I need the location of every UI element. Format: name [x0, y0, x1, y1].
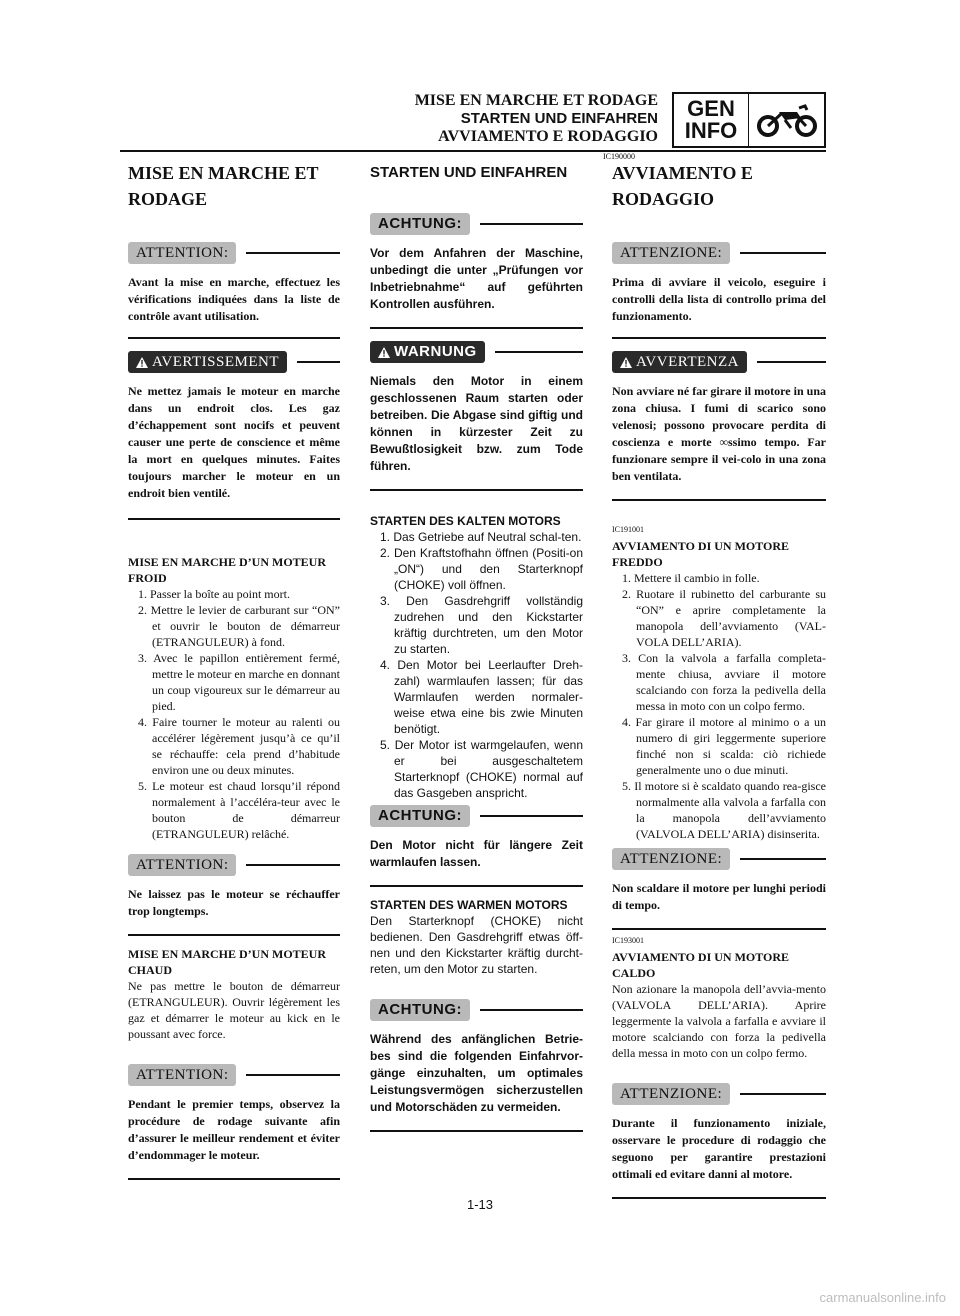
page-number: 1-13 — [466, 1197, 494, 1212]
motorcycle-icon — [748, 94, 824, 146]
attention-label: ACHTUNG: — [370, 213, 470, 235]
attention-label: ATTENZIONE: — [612, 242, 730, 264]
badge-line-2: INFO — [684, 118, 738, 143]
attention-heading — [612, 1083, 826, 1105]
section-title: STARTEN UND EINFAHREN — [370, 164, 568, 181]
warm-start-text: Ne pas mettre le bouton de démarreur (ETRANGULEUR). Ouvrir légèrement les gaz et démarrer le moteur au kick en le poussant avec force. — [128, 979, 340, 1041]
attention-heading — [612, 848, 826, 870]
attention-text: Prima di avviare il veicolo, eseguire i controlli della lista di controllo prima del funzionamento. — [612, 275, 826, 323]
page-header — [415, 92, 658, 146]
divider — [612, 928, 826, 930]
cold-start-title: STARTEN DES KALTEN MOTORS — [370, 514, 561, 528]
warning-heading — [370, 341, 583, 363]
attention-label: ATTENTION: — [128, 242, 236, 264]
attention-label: ATTENZIONE: — [612, 848, 730, 870]
cold-start-title: AVVIAMENTO DI UN MOTORE FREDDO — [612, 539, 790, 569]
list-item: 1. Das Getriebe auf Neutral schal-ten. — [380, 530, 582, 544]
attention-label: ATTENTION: — [128, 854, 236, 876]
divider — [370, 885, 583, 887]
attention-heading — [128, 242, 340, 264]
divider — [370, 1130, 583, 1132]
cold-start-steps — [128, 586, 340, 842]
list-item: 2. Ruotare il rubinetto del carburante su “ON” e aprire completamente la manopola dell’avviamento (VAL-VOLA DELL’ARIA). — [622, 587, 826, 649]
cold-start-steps — [370, 529, 583, 801]
header-title-de: STARTEN UND EINFAHREN — [460, 110, 658, 127]
list-item: 2. Den Kraftstofhahn öffnen (Positi-on „ON“) und den Starterknopf (CHOKE) voll öffnen. — [380, 546, 583, 592]
attention-label: ACHTUNG: — [370, 999, 470, 1021]
warning-triangle-icon — [378, 347, 390, 358]
list-item: 5. Le moteur est chaud lorsqu’il répond normalement à l’accéléra-teur avec le bouton de démarreur (ETRANGULEUR) relâché. — [138, 779, 340, 841]
attention-text: Non scaldare il motore per lunghi periodi di tempo. — [612, 881, 826, 912]
attention-text: Pendant le premier temps, observez la procédure de rodage suivante afin d’assurer le meilleur rendement et éviter d’endommager le moteur. — [128, 1097, 340, 1162]
ic-code: IC190000 — [603, 152, 635, 161]
warning-label: AVERTISSEMENT — [128, 351, 287, 373]
warm-start-title: AVVIAMENTO DI UN MOTORE CALDO — [612, 950, 790, 980]
divider — [612, 499, 826, 501]
watermark: carmanualsonline.info — [819, 1290, 946, 1305]
list-item: 1. Passer la boîte au point mort. — [138, 587, 290, 601]
warning-label: WARNUNG — [370, 341, 485, 363]
badge-text — [674, 94, 748, 146]
list-item: 3. Avec le papillon entièrement fermé, mettre le moteur en marche en donnant un coup vigoureux sur le démarreur au pied. — [138, 651, 340, 713]
divider — [612, 337, 826, 339]
divider — [128, 337, 340, 339]
header-title-fr: MISE EN MARCHE ET RODAGE — [414, 92, 658, 109]
warning-heading — [128, 351, 340, 373]
warm-start-title: STARTEN DES WARMEN MOTORS — [370, 898, 568, 912]
divider — [128, 518, 340, 520]
warning-text: Niemals den Motor in einem geschlossenen Raum starten oder betreiben. Die Abgase sind giftig und können in kürzester Zeit zu Bewußtlosigkeit bzw. zum Tode führen. — [370, 374, 583, 473]
header-title-it: AVVIAMENTO E RODAGGIO — [438, 128, 658, 145]
column-german — [370, 160, 583, 1132]
warning-text: Ne mettez jamais le moteur en marche dans un endroit clos. Les gaz d’échappement sont nocifs et peuvent causer une perte de conscience et même la mort en quelques minutes. Faites toujours marcher le moteur en un endroit bien ventilé. — [128, 384, 340, 500]
attention-text: Ne laissez pas le moteur se réchauffer trop longtemps. — [128, 887, 340, 918]
header-rule — [120, 150, 826, 152]
attention-heading — [370, 213, 583, 235]
warning-text: Non avviare né far girare il motore in una zona chiusa. I fumi di scarico sono velenosi; possono provocare perdita di coscienza e morte ∞ssimo tempo. Far funzionare sempre il vei-colo in una zona ben ventilata. — [612, 384, 826, 483]
attention-label: ATTENZIONE: — [612, 1083, 730, 1105]
divider — [128, 934, 340, 936]
attention-text: Avant la mise en marche, effectuez les vérifications indiquées dans la liste de contrôle avant utilisation. — [128, 275, 340, 323]
warning-heading — [612, 351, 826, 373]
list-item: 4. Den Motor bei Leerlaufter Dreh-zahl) warmlaufen lassen; für das Warmlaufen werden normaler-weise etwa eine bis zwie Minuten benötigt. — [380, 658, 583, 736]
list-item: 4. Faire tourner le moteur au ralenti ou accélérer légèrement jusqu’à ce qu’il se réchauffe: cela prend d’habitude environ une ou deux minutes. — [138, 715, 340, 777]
attention-label: ACHTUNG: — [370, 805, 470, 827]
divider — [128, 1178, 340, 1180]
attention-text: Durante il funzionamento iniziale, osservare le procedure di rodaggio che seguono per garantire prestazioni ottimali ed evitare danni al motore. — [612, 1116, 826, 1181]
list-item: 5. Der Motor ist warmgelaufen, wenn er bei ausgeschaltetem Starterknopf (CHOKE) normal auf das Gasgeben anspricht. — [380, 738, 583, 800]
attention-heading — [370, 999, 583, 1021]
warm-start-text: Non azionare la manopola dell’avvia-mento (VALVOLA DELL’ARIA). Aprire leggermente la valvola a farfalla e avviare il motore scalciando con forza la pedivella della messa in moto con un colpo fermo. — [612, 982, 826, 1060]
attention-text: Den Motor nicht für längere Zeit warmlaufen lassen. — [370, 838, 583, 869]
cold-start-steps — [612, 570, 826, 842]
section-title: MISE EN MARCHE ET RODAGE — [128, 163, 319, 209]
ic-code: IC193001 — [612, 936, 644, 945]
warning-triangle-icon — [136, 357, 148, 368]
list-item: 5. Il motore si è scaldato quando rea-gisce normalmente alla valvola a farfalla con la manopola dell’avviamento (VALVOLA DELL’ARIA) disinserita. — [622, 779, 826, 841]
section-badge — [672, 92, 826, 148]
list-item: 2. Mettre le levier de carburant sur “ON” et ouvrir le bouton de démarreur (ETRANGULEUR) à fond. — [138, 603, 340, 649]
attention-heading — [612, 242, 826, 264]
divider — [370, 327, 583, 329]
list-item: 4. Far girare il motore al minimo o a un numero di giri leggermente superiore finché non si scalda: ciò richiede generalmente uno o due minuti. — [622, 715, 826, 777]
attention-text: Während des anfänglichen Betrie-bes sind die folgenden Einfahrvor-gänge einzuhalten, um optimales Leistungsvermögen sicherzustellen und Motorschäden zu vermeiden. — [370, 1032, 583, 1114]
warning-triangle-icon — [620, 357, 632, 368]
badge-line-1: GEN — [687, 96, 735, 121]
warning-label: AVVERTENZA — [612, 351, 747, 373]
divider — [370, 489, 583, 491]
warm-start-text: Den Starterknopf (CHOKE) nicht bedienen. Den Gasdrehgriff etwas öff-nen und den Kickstarter kräftig durcht-reten, um den Motor zu starten. — [370, 914, 583, 976]
cold-start-title: MISE EN MARCHE D’UN MOTEUR FROID — [128, 555, 326, 585]
ic-code: IC191001 — [612, 525, 644, 534]
column-italian — [612, 160, 826, 1199]
attention-heading — [370, 805, 583, 827]
section-title: AVVIAMENTO E RODAGGIO — [612, 163, 753, 209]
attention-heading — [128, 854, 340, 876]
attention-label: ATTENTION: — [128, 1064, 236, 1086]
list-item: 3. Con la valvola a farfalla completa-mente chiusa, avviare il motore scalciando con forza la pedivella della messa in moto con un colpo fermo. — [622, 651, 826, 713]
attention-heading — [128, 1064, 340, 1086]
list-item: 1. Mettere il cambio in folle. — [622, 571, 760, 585]
attention-text: Vor dem Anfahren der Maschine, unbedingt die unter „Prüfungen vor Inbetriebnahme“ auf geführten Kontrollen ausführen. — [370, 246, 583, 311]
warm-start-title: MISE EN MARCHE D’UN MOTEUR CHAUD — [128, 947, 326, 977]
column-french — [128, 160, 340, 1180]
list-item: 3. Den Gasdrehgriff vollständig zudrehen und den Kickstarter kräftig durchtreten, um den Motor zu starten. — [380, 594, 583, 656]
